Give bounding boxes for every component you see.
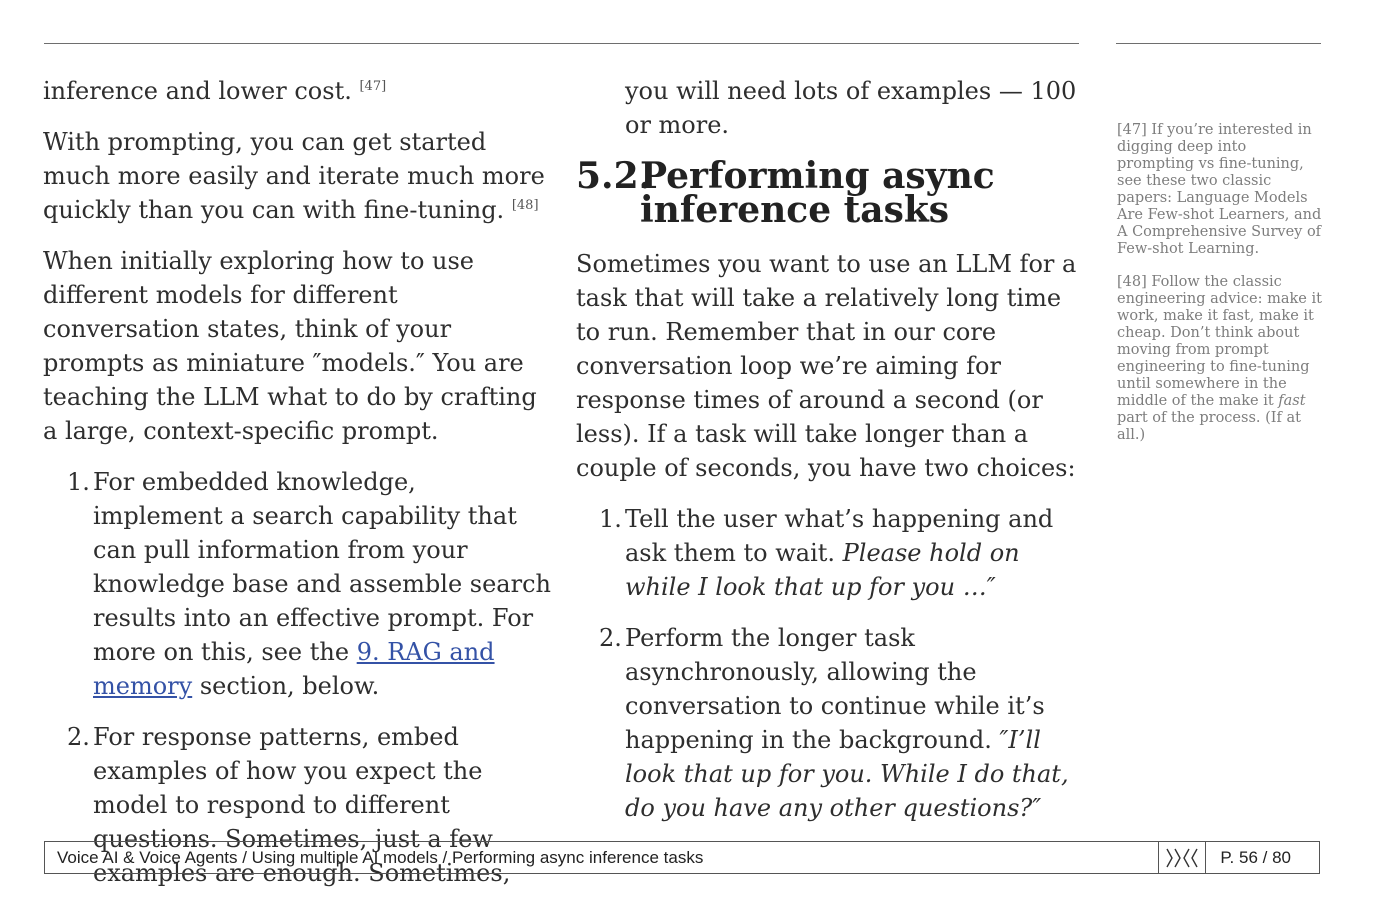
paragraph: you will need lots of examples — 100 or more. (625, 77, 1077, 139)
list-text: Tell the user what’s happening and ask them to wait. Please hold on while I look that up for you …″ (625, 505, 1054, 601)
page-footer (44, 841, 1320, 874)
rag-memory-link[interactable]: 9. RAG and memory (93, 638, 495, 700)
sidenote-47: [47] If you’re interested in digging deep into prompting vs fine-tuning, see these two classic papers: Language Models Are Few-shot Learners, and A Comprehensive Survey of Few-shot Learning. (1117, 122, 1322, 257)
page-number: P. 56 / 80 (1220, 847, 1291, 867)
right-column (576, 74, 1081, 842)
list-number: 2. (67, 723, 90, 751)
list-text: For embedded knowledge, implement a search capability that can pull information from your knowledge base and assemble search results into an effective prompt. For more on this, see the 9. RAG and memory section, below. (93, 468, 551, 700)
paragraph: When initially exploring how to use different models for different conversation states, think of your prompts as miniature ″models.″ You are teaching the LLM what to do by crafting a large, context-specific prompt. (43, 247, 537, 445)
list-text: For response patterns, embed examples of how you expect the model to respond to different questions. Sometimes, just a few examples are enough. Sometimes, (93, 723, 511, 887)
numbered-list (599, 502, 1081, 825)
paragraph (43, 74, 551, 108)
top-rule-sidebar (1116, 43, 1321, 44)
footnote-ref[interactable]: [47] (359, 79, 387, 94)
section-title: Performing async inference tasks (640, 155, 995, 231)
section-number: 5.2. (576, 155, 652, 197)
section-heading (576, 155, 1081, 231)
list-number: 1. (67, 468, 90, 496)
footnote-ref[interactable]: [48] (511, 198, 539, 213)
paragraph: Sometimes you want to use an LLM for a task that will take a relatively long time to run. Remember that in our core conversation loop we’re aiming for response times of around a second (or less). If a task will take longer than a couple of seconds, you have two choices: (576, 250, 1077, 482)
list-item (67, 465, 551, 703)
paragraph-text: With prompting, you can get started much more easily and iterate much more quickly than you can with fine-tuning. (43, 128, 545, 224)
left-column (43, 74, 551, 907)
paragraph-text: inference and lower cost. (43, 77, 352, 105)
brand-wave-icon[interactable] (1158, 842, 1206, 873)
top-rule-main (44, 43, 1079, 44)
list-item (599, 502, 1081, 604)
sidenotes (1117, 122, 1325, 460)
sidenote-48: [48] Follow the classic engineering advice: make it work, make it fast, make it cheap. Don’t think about moving from prompt engineering to fine-tuning until somewhere in the middle of the make it fast part of the process. (If at all.) (1117, 274, 1322, 443)
list-item (599, 621, 1081, 825)
breadcrumb: Voice AI & Voice Agents / Using multiple AI models / Performing async inference tasks (57, 847, 704, 867)
list-text: Perform the longer task asynchronously, allowing the conversation to continue while it’s happening in the background. ″I’ll look that up for you. While I do that, do you have any other questions?″ (625, 624, 1069, 822)
paragraph (43, 125, 551, 227)
numbered-list (67, 465, 551, 890)
list-number: 2. (599, 624, 622, 652)
list-number: 1. (599, 505, 622, 533)
